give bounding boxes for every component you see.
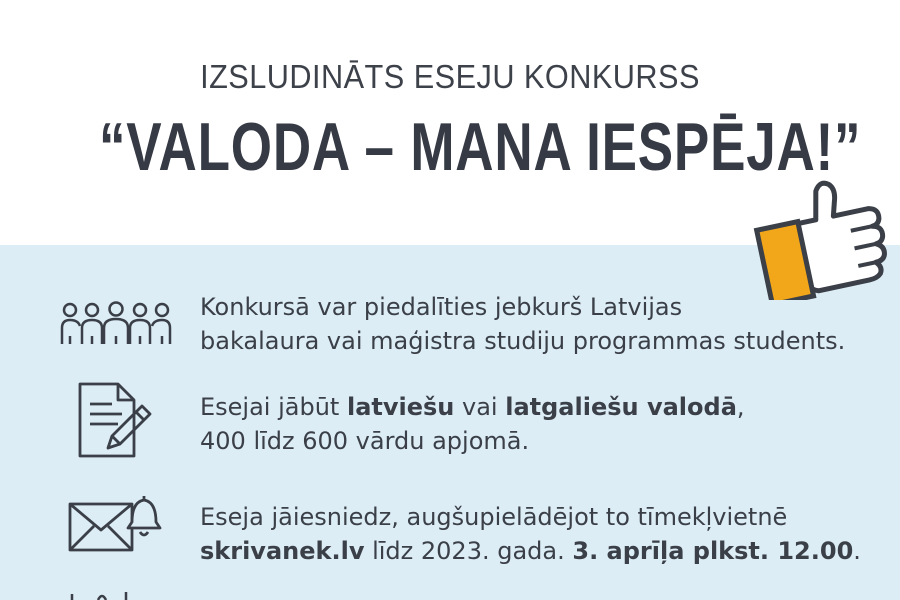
language-latgalian: latgaliešu valodā xyxy=(505,393,737,421)
document-pencil-icon xyxy=(76,380,156,460)
deadline: 3. aprīļa plkst. 12.00 xyxy=(572,537,854,565)
item-2-line-1: Esejai jābūt latviešu vai latgaliešu valodā, xyxy=(200,393,745,421)
people-group-icon xyxy=(60,300,172,348)
language-latvian: latviešu xyxy=(346,393,455,421)
thumbs-up-icon xyxy=(742,180,892,300)
partial-icon xyxy=(62,588,152,600)
envelope-bell-icon xyxy=(66,488,166,558)
item-1-line-1: Konkursā var piedalīties jebkurš Latvijas xyxy=(200,293,683,321)
item-3-line-1: Eseja jāiesniedz, augšupielādējot to tīmekļvietnē xyxy=(200,503,788,531)
item-3-line-2: skrivanek.lv līdz 2023. gada. 3. aprīļa plkst. 12.00. xyxy=(200,537,861,565)
subtitle: IZSLUDINĀTS ESEJU KONKURSS xyxy=(200,58,700,95)
website-link: skrivanek.lv xyxy=(200,537,365,565)
item-2-line-2: 400 līdz 600 vārdu apjomā. xyxy=(200,427,530,455)
page-title: “VALODA – MANA IESPĒJA!” xyxy=(99,109,862,185)
item-1-line-2: bakalaura vai maģistra studiju programmas students. xyxy=(200,327,846,355)
